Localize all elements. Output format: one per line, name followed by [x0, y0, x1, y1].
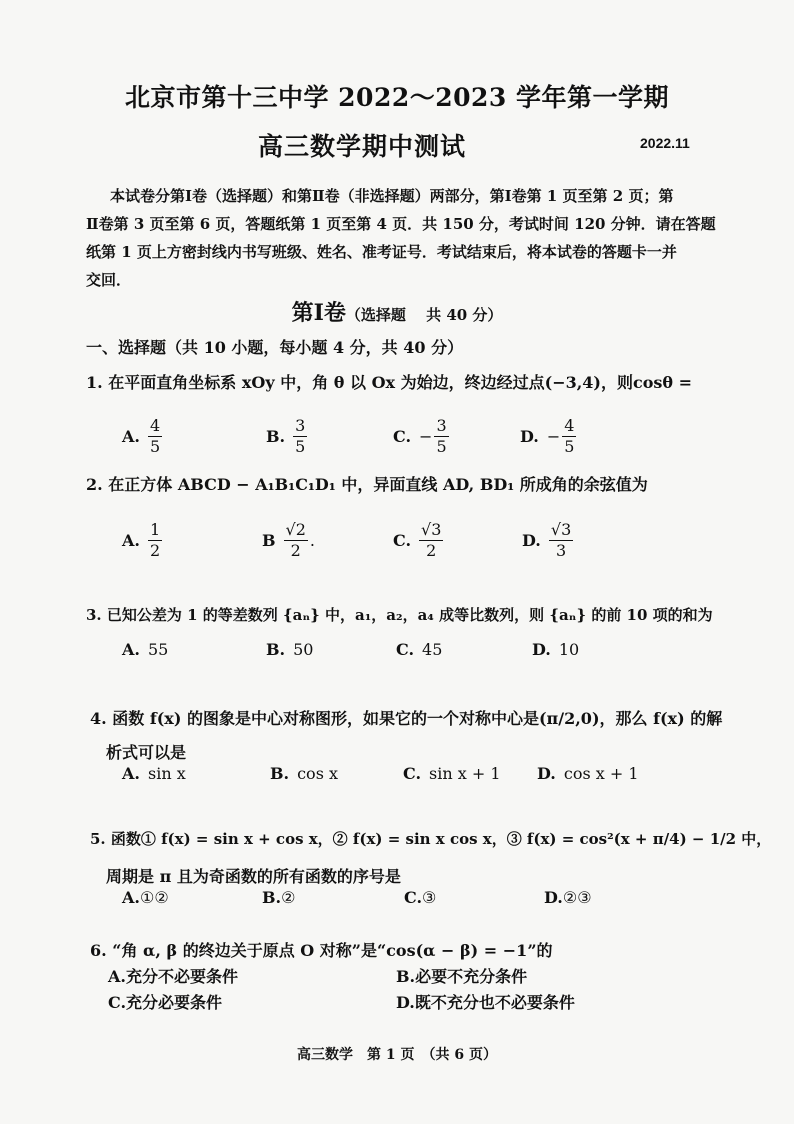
q1-c-den: 5: [436, 437, 447, 456]
q1-option-c: [393, 416, 451, 457]
q2-a-num: 1: [149, 520, 161, 539]
q1-b-den: 5: [295, 437, 306, 456]
q5-d-value: ②③: [562, 888, 592, 907]
q4-option-c: [403, 764, 501, 783]
q1-c-fraction: [434, 416, 448, 457]
q2-c-rad: 3: [431, 520, 442, 539]
q1-a-den: 5: [149, 437, 161, 456]
q3-a-value: 55: [147, 640, 169, 659]
q2-a-fraction: [148, 520, 162, 561]
q6-option-a: A.充分不必要条件: [108, 967, 238, 986]
exam-subtitle: 高三数学期中测试: [258, 132, 467, 161]
q2-b-fraction: [284, 520, 308, 561]
q3-c-value: 45: [422, 640, 443, 659]
q2-d-rad: 3: [561, 520, 572, 539]
section-heading: [0, 296, 794, 327]
q5-a-label: A.: [122, 888, 140, 907]
question-4-text-cont: 析式可以是: [106, 743, 187, 762]
q1-b-num: 3: [295, 416, 306, 435]
q1-d-label: D.: [520, 427, 539, 446]
q4-b-value: cos x: [297, 764, 339, 783]
q2-a-label: A.: [122, 531, 140, 550]
q2-b-sqrt: √2: [285, 520, 306, 539]
q5-option-d: [544, 888, 592, 907]
q3-d-value: 10: [558, 640, 580, 659]
exam-title: 北京市第十三中学 2022～2023 学年第一学期: [124, 83, 670, 112]
q4-c-label: C.: [403, 764, 422, 783]
q5-option-b: [262, 888, 295, 907]
q3-option-c: [396, 640, 442, 659]
intro-line-1: 本试卷分第Ⅰ卷（选择题）和第Ⅱ卷（非选择题）两部分，第Ⅰ卷第 1 页至第 2 页；第: [110, 187, 674, 205]
q4-b-label: B.: [270, 764, 290, 783]
q2-b-rad: 2: [295, 520, 306, 539]
question-2-text: 2. 在正方体 ABCD − A₁B₁C₁D₁ 中，异面直线 AD, BD₁ 所成角的余弦值为: [86, 475, 648, 494]
q4-c-value: sin x + 1: [429, 764, 501, 783]
part-heading: 一、选择题（共 10 小题，每小题 4 分，共 40 分）: [86, 338, 464, 357]
question-6-text: 6. “角 α, β 的终边关于原点 O 对称”是“cos(α − β) = −1”的: [90, 941, 553, 960]
q5-d-label: D.: [544, 888, 563, 907]
q2-c-den: 2: [426, 541, 437, 560]
q3-b-value: 50: [293, 640, 314, 659]
question-4-text: 4. 函数 f(x) 的图象是中心对称图形，如果它的一个对称中心是(π/2,0)，那么 f(x) 的解: [90, 709, 723, 728]
q2-c-fraction: [419, 520, 443, 561]
q1-option-a: [122, 416, 164, 457]
q1-d-sign: −: [546, 427, 561, 446]
q5-b-label: B.: [262, 888, 282, 907]
q5-c-label: C.: [404, 888, 423, 907]
q6-option-c: C.充分必要条件: [108, 993, 223, 1012]
question-5-text-cont: 周期是 π 且为奇函数的所有函数的序号是: [106, 867, 401, 886]
section-title: 第Ⅰ卷: [291, 300, 346, 326]
q4-d-value: cos x + 1: [563, 764, 639, 783]
q4-option-a: [122, 764, 186, 783]
section-note: （选择题 共 40 分）: [345, 306, 503, 324]
q2-d-fraction: [549, 520, 573, 561]
q2-option-a: [122, 520, 164, 561]
q3-option-b: [266, 640, 313, 659]
q2-d-sqrt: √3: [550, 520, 572, 539]
q2-d-den: 3: [555, 541, 567, 560]
intro-line-2: Ⅱ卷第 3 页至第 6 页，答题纸第 1 页至第 4 页．共 150 分，考试时间 120 分钟．请在答题: [86, 215, 716, 233]
question-1-text: 1. 在平面直角坐标系 xOy 中，角 θ 以 Ox 为始边，终边经过点(−3,4)，则cosθ =: [86, 373, 693, 392]
q1-d-den: 5: [564, 437, 575, 456]
q3-c-label: C.: [396, 640, 415, 659]
q3-d-label: D.: [532, 640, 551, 659]
q2-b-den: 2: [290, 541, 301, 560]
q5-option-c: [404, 888, 436, 907]
q6-option-b: B.必要不充分条件: [396, 967, 528, 986]
q4-d-label: D.: [537, 764, 556, 783]
q1-c-num: 3: [436, 416, 447, 435]
q1-d-num: 4: [564, 416, 575, 435]
q2-option-d: [522, 520, 575, 561]
q2-b-tail: .: [309, 531, 316, 550]
question-5-text: 5. 函数① f(x) = sin x + cos x，② f(x) = sin x cos x，③ f(x) = cos²(x + π/4) − 1/2 中，: [90, 830, 772, 848]
page-footer: 高三数学 第 1 页 （共 6 页）: [297, 1047, 497, 1063]
q2-a-den: 2: [149, 541, 161, 560]
q3-b-label: B.: [266, 640, 286, 659]
q1-a-num: 4: [149, 416, 161, 435]
intro-line-4: 交回．: [86, 271, 132, 289]
q6-option-d: D.既不充分也不必要条件: [396, 993, 575, 1012]
q1-option-b: [266, 416, 309, 457]
q2-option-b: [262, 520, 315, 561]
q4-a-value: sin x: [147, 764, 186, 783]
q2-c-label: C.: [393, 531, 412, 550]
q1-c-label: C.: [393, 427, 412, 446]
q1-a-fraction: [148, 416, 162, 457]
q3-option-a: [122, 640, 168, 659]
q2-option-c: [393, 520, 445, 561]
q1-option-d: [520, 416, 578, 457]
q1-b-label: B.: [266, 427, 286, 446]
q3-option-d: [532, 640, 579, 659]
q4-option-d: [537, 764, 639, 783]
q2-b-label: B: [262, 531, 276, 550]
q2-c-sqrt: √3: [421, 520, 442, 539]
q5-b-value: ②: [281, 888, 296, 907]
q3-a-label: A.: [122, 640, 140, 659]
q5-a-value: ①②: [139, 888, 169, 907]
q5-option-a: [122, 888, 169, 907]
q1-d-fraction: [562, 416, 576, 457]
q4-option-b: [270, 764, 338, 783]
q1-a-label: A.: [122, 427, 140, 446]
q4-a-label: A.: [122, 764, 140, 783]
q1-b-fraction: [293, 416, 307, 457]
q5-c-value: ③: [422, 888, 437, 907]
q2-d-label: D.: [522, 531, 541, 550]
exam-date: 2022.11: [640, 135, 690, 151]
question-3-text: 3. 已知公差为 1 的等差数列 {aₙ} 中，a₁，a₂，a₄ 成等比数列，则 {aₙ} 的前 10 项的和为: [86, 606, 713, 624]
intro-line-3: 纸第 1 页上方密封线内书写班级、姓名、准考证号．考试结束后，将本试卷的答题卡一并: [86, 243, 677, 261]
q1-c-sign: −: [419, 427, 433, 446]
